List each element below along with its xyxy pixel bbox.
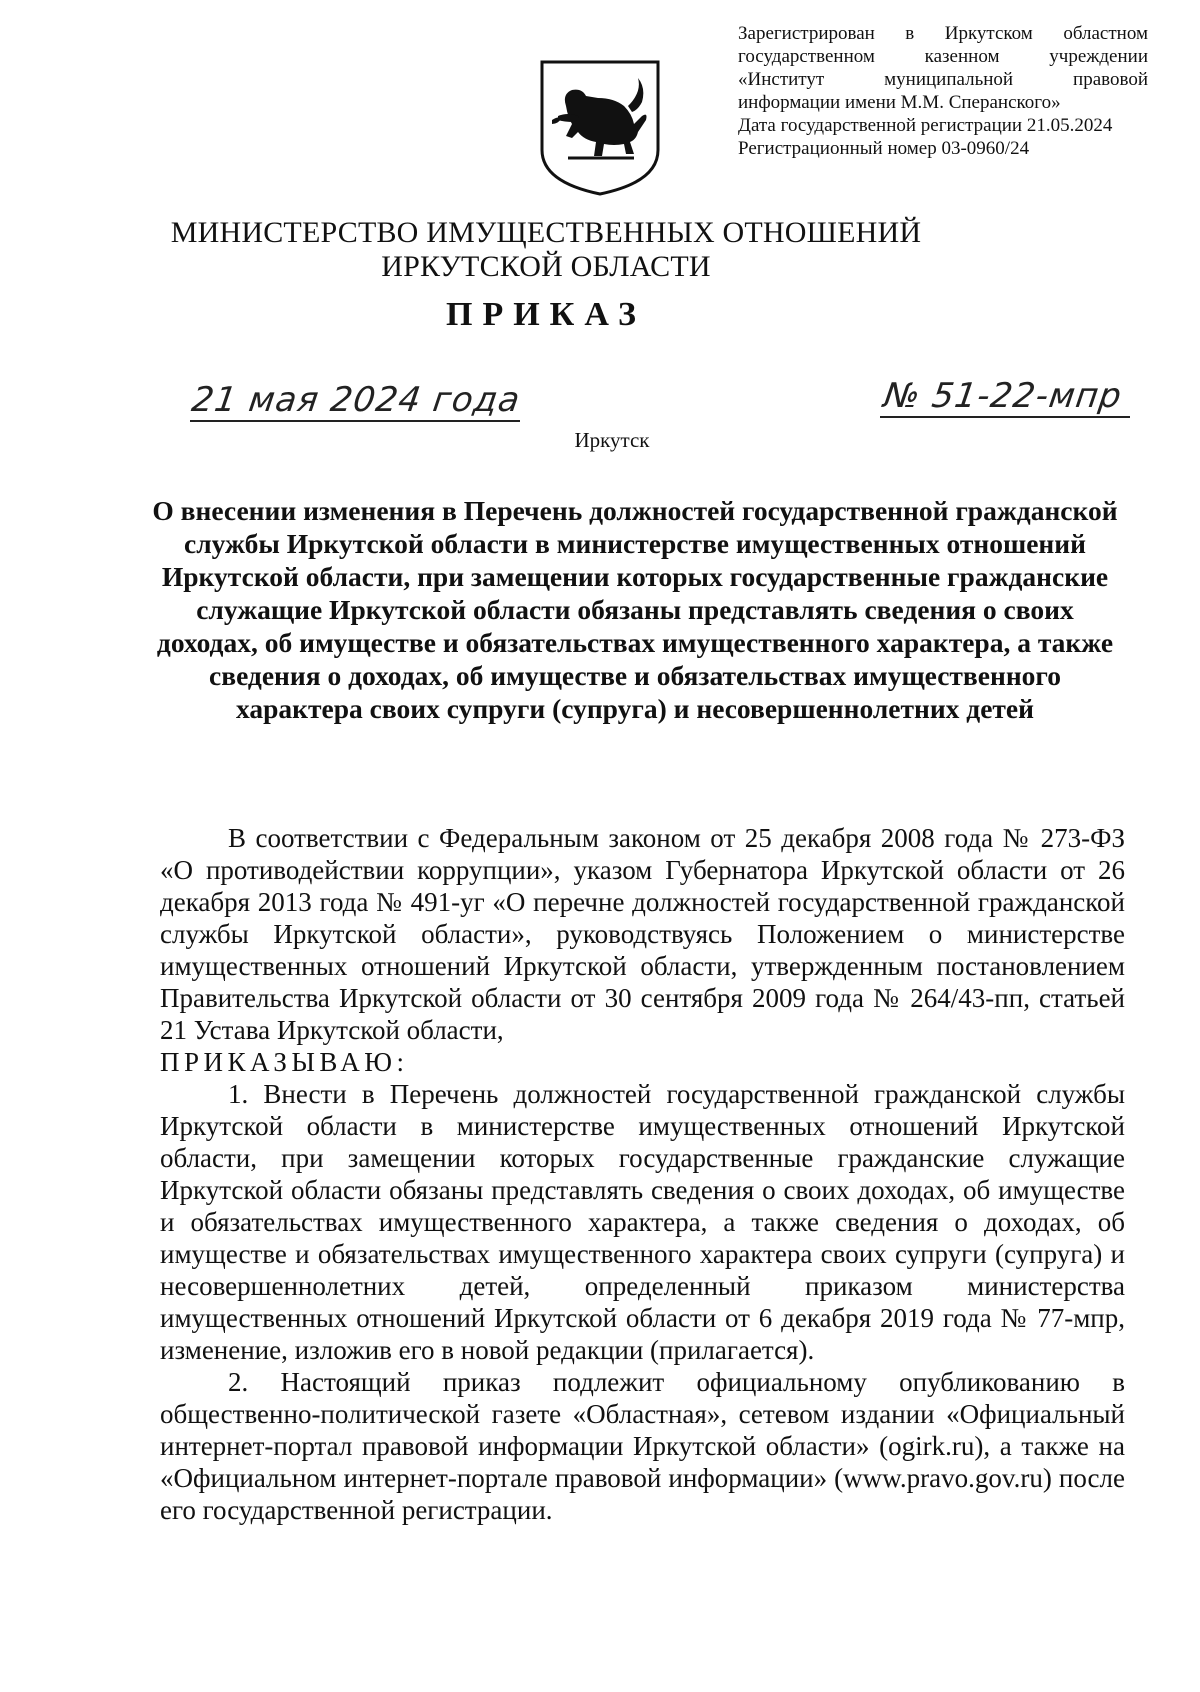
date-underline [190, 420, 520, 422]
registration-line: Зарегистрирован в Иркутском областном [738, 23, 1148, 44]
number-underline [880, 416, 1130, 418]
registration-stamp [738, 22, 1148, 160]
document-body [160, 822, 1125, 1526]
ministry-name-line1: МИНИСТЕРСТВО ИМУЩЕСТВЕННЫХ ОТНОШЕНИЙ [170, 216, 922, 249]
document-type: ПРИКАЗ [446, 296, 646, 333]
handwritten-number: № 51-22-мпр [881, 376, 1125, 416]
ministry-name-line2: ИРКУТСКОЙ ОБЛАСТИ [381, 250, 711, 283]
registration-line: государственном казенном учреждении [738, 46, 1148, 67]
registration-line: «Институт муниципальной правовой [738, 69, 1148, 90]
item-1-paragraph: 1. Внести в Перечень должностей государственной гражданской службы Иркутской области в министерстве имущественных отношений Иркутской области, при замещении которых государственные гражданские служащие Иркутской области обязаны представлять сведения о своих доходах, об имуществе и обязательствах имущественного характера, а также сведения о доходах, об имуществе и обязательствах имущественного характера своих супруги (супруга) и несовершеннолетних детей, определенный приказом министерства имущественных отношений Иркутской области от 6 декабря 2019 года № 77-мпр, изменение, изложив его в новой редакции (прилагается). [160, 1079, 1125, 1365]
coat-of-arms-icon [538, 58, 662, 198]
preamble-paragraph: В соответствии с Федеральным законом от 25 декабря 2008 года № 273-ФЗ «О противодействии коррупции», указом Губернатора Иркутской области от 26 декабря 2013 года № 491-уг «О перечне должностей государственной гражданской службы Иркутской области», руководствуясь Положением о министерстве имущественных отношений Иркутской области, утвержденным постановлением Правительства Иркутской области от 30 сентября 2009 года № 264/43-пп, статьей 21 Устава Иркутской области, [160, 823, 1125, 1045]
city: Иркутск [574, 428, 650, 452]
document-title: О внесении изменения в Перечень должностей государственной гражданской службы Иркутской области в министерстве имущественных отношений Иркутской области, при замещении которых государственные гражданские служащие Иркутской области обязаны представлять сведения о своих доходах, об имуществе и обязательствах имущественного характера, а также сведения о доходах, об имуществе и обязательствах имущественного характера своих супруги (супруга) и несовершеннолетних детей [152, 495, 1118, 724]
handwritten-date: 21 мая 2024 года [189, 380, 523, 420]
registration-number: Регистрационный номер 03-0960/24 [738, 138, 1030, 159]
order-verb: ПРИКАЗЫВАЮ: [160, 1047, 409, 1077]
registration-date: Дата государственной регистрации 21.05.2024 [738, 115, 1113, 136]
registration-line: информации имени М.М. Сперанского» [738, 92, 1061, 113]
item-2-paragraph: 2. Настоящий приказ подлежит официальному опубликованию в общественно-политической газете «Областная», сетевом издании «Официальный интернет-портал правовой информации Иркутской области» (ogirk.ru), а также на «Официальном интернет-портале правовой информации» (www.pravo.gov.ru) после его государственной регистрации. [160, 1367, 1125, 1525]
